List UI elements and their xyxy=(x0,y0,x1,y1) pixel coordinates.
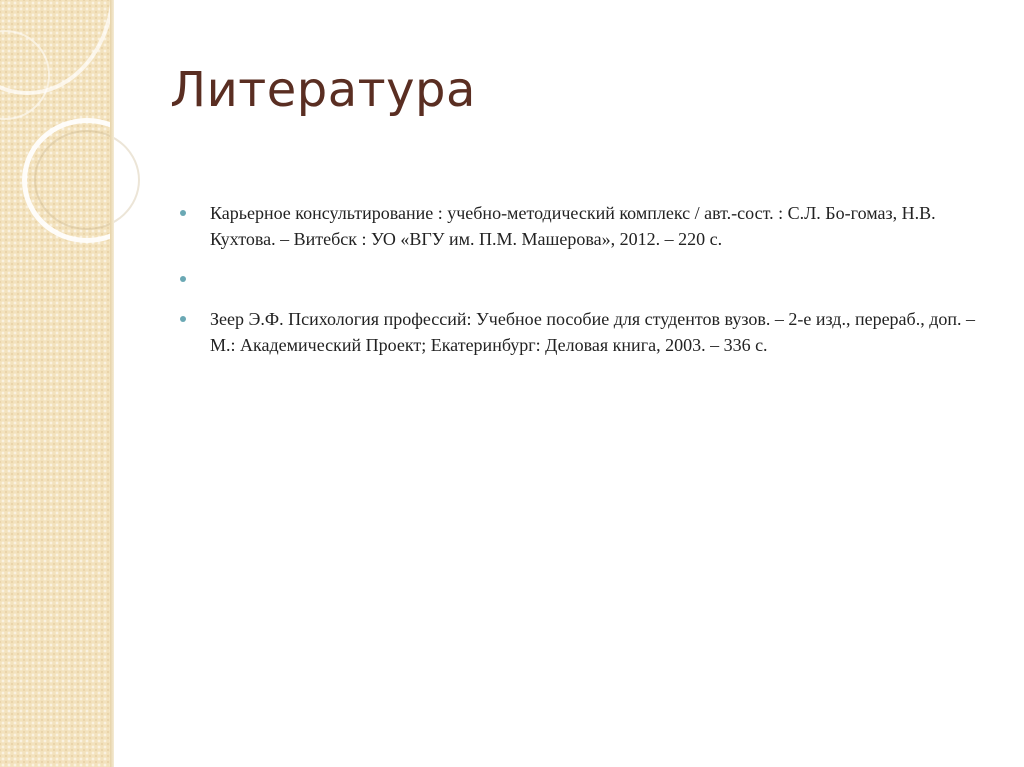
list-item xyxy=(180,306,980,358)
slide-title: Литература xyxy=(170,62,476,118)
bullet-icon xyxy=(180,316,186,322)
list-item xyxy=(180,266,980,292)
list-item-text: Зеер Э.Ф. Психология профессий: Учебное пособие для студентов вузов. – 2-е изд., перераб., доп. – М.: Академический Проект; Екатеринбург: Деловая книга, 2003. – 336 с. xyxy=(210,309,975,355)
bullet-icon xyxy=(180,276,186,282)
bibliography-list xyxy=(180,200,980,372)
decorative-ring xyxy=(0,0,115,95)
decorative-side-panel xyxy=(0,0,110,767)
list-item xyxy=(180,200,980,252)
bullet-icon xyxy=(180,210,186,216)
decorative-ring xyxy=(34,130,140,230)
list-item-text: Карьерное консультирование : учебно-методический комплекс / авт.-сост. : С.Л. Бо-гомаз, Н.В. Кухтова. – Витебск : УО «ВГУ им. П.М. Машерова», 2012. – 220 с. xyxy=(210,203,936,249)
side-panel-edge xyxy=(110,0,114,767)
